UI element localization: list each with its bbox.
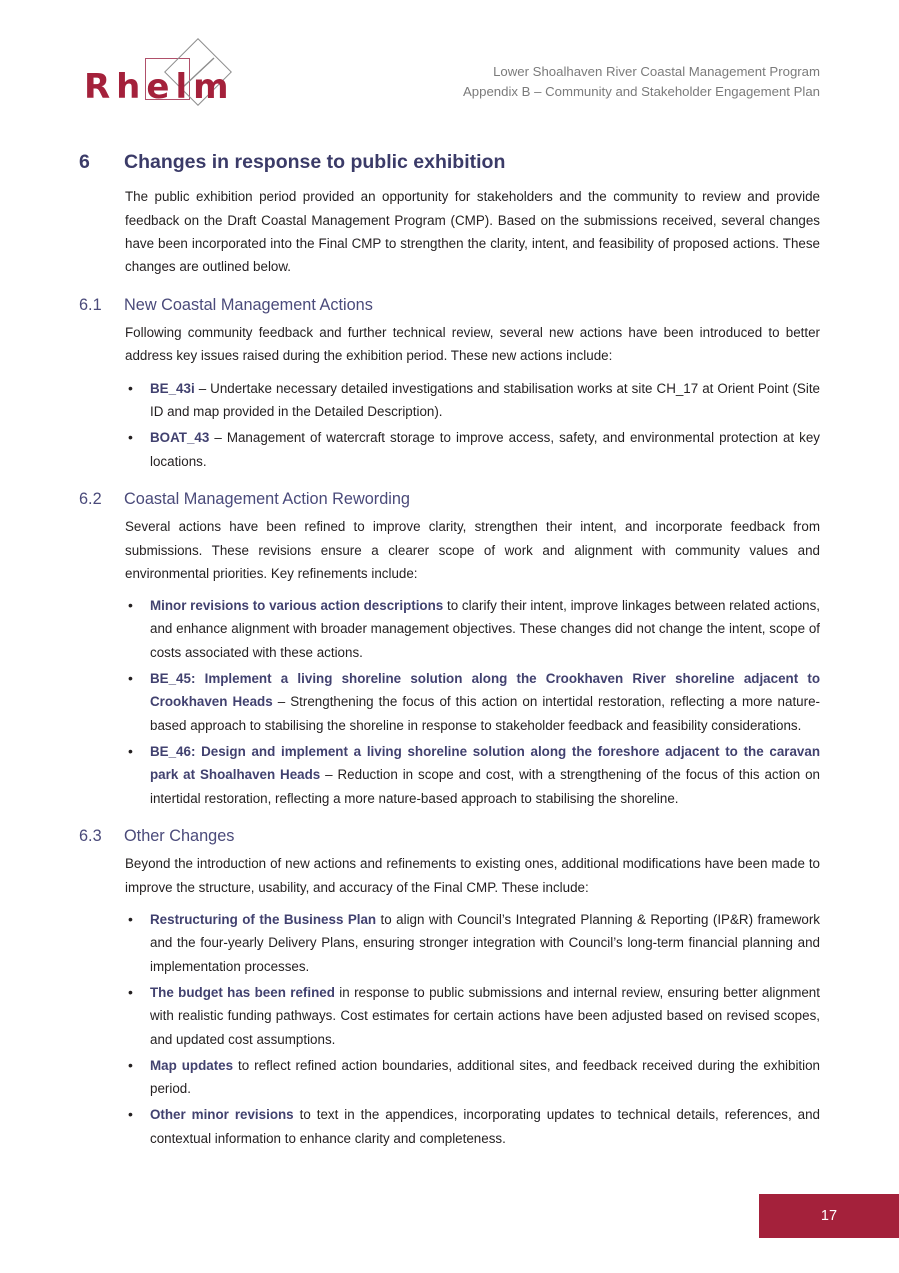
subsection-title-6-3: Other Changes	[124, 826, 235, 845]
subsection-number-6-3: 6.3	[79, 826, 102, 845]
page-header	[0, 44, 899, 118]
logo-wordmark: Rhelm	[84, 67, 235, 107]
list-item	[125, 377, 820, 424]
bullet-body-text: – Reduction in scope and cost, with a strengthening of the focus of this action on intertidal restoration, reflecting a more nature-based approach to stabilising the shoreline.	[150, 767, 821, 806]
page-number: 17	[820, 1208, 838, 1224]
list-item	[125, 1054, 820, 1101]
bullet-body-text: in response to public submissions and internal review, ensuring better alignment with realistic funding pathways. Cost estimates for certain actions have been adjusted based on revised scopes, and updated cost assumptions.	[150, 984, 820, 1047]
subsection-6-1-bullet-list	[79, 377, 820, 473]
bullet-body-text: to align with Council’s Integrated Planning & Reporting (IP&R) framework and the four-yearly Delivery Plans, ensuring stronger integration with Council’s long-term financial planning and implementation processes.	[150, 911, 820, 974]
bullet-body-text: to reflect refined action boundaries, additional sites, and feedback received during the exhibition period.	[150, 1057, 821, 1097]
subsection-number-6-2: 6.2	[79, 489, 102, 508]
section-number-6: 6	[79, 151, 90, 173]
list-item	[125, 426, 820, 473]
section-title-6: Changes in response to public exhibition	[124, 151, 506, 173]
bullet-body-text: – Management of watercraft storage to improve access, safety, and environmental protection at key locations.	[150, 430, 820, 469]
subsection-title-6-2: Coastal Management Action Rewording	[124, 489, 410, 508]
subsection-6-2-intro: Several actions have been refined to improve clarity, strengthen their intent, and incorporate feedback from submissions. These revisions ensure a clearer scope of work and alignment with community values and environmental priorities. Key refinements include:	[125, 519, 820, 581]
section-6-intro-paragraph: The public exhibition period provided an opportunity for stakeholders and the community to review and provide feedback on the Draft Coastal Management Program (CMP). Based on the submissions received, several changes have been incorporated into the Final CMP to strengthen the clarity, intent, and feasibility of proposed actions. These changes are outlined below.	[125, 189, 820, 275]
bullet-lead-term: Minor revisions to various action descriptions	[150, 598, 444, 614]
subsection-heading-6-1	[79, 295, 820, 315]
section-heading-6	[79, 150, 820, 174]
bullet-lead-term: BE_46: Design and implement a living shoreline solution along the foreshore adjacent to the caravan park at Shoalhaven Heads	[150, 744, 820, 783]
subsection-heading-6-2	[79, 489, 820, 509]
rhelm-logo	[84, 48, 274, 118]
header-line-1: Lower Shoalhaven River Coastal Management Program	[493, 64, 820, 79]
subsection-6-1-intro: Following community feedback and further technical review, several new actions have been introduced to better address key issues raised during the exhibition period. These new actions include:	[125, 324, 820, 364]
bullet-lead-term: The budget has been refined	[150, 984, 335, 1000]
bullet-body-text: to text in the appendices, incorporating updates to technical details, references, and contextual information to enhance clarity and completeness.	[150, 1107, 820, 1146]
bullet-lead-term: BE_45: Implement a living shoreline solution along the Crookhaven River shoreline adjacent to Crookhaven Heads	[150, 671, 820, 710]
bullet-lead-term: BE_43i	[150, 380, 195, 396]
list-item	[125, 908, 820, 978]
header-line-2: Appendix B – Community and Stakeholder Engagement Plan	[462, 84, 820, 100]
bullet-body-text: – Undertake necessary detailed investigations and stabilisation works at site CH_17 at Orient Point (Site ID and map provided in the Detailed Description).	[150, 380, 820, 419]
bullet-lead-term: Other minor revisions	[150, 1107, 294, 1123]
page-number-box	[759, 1194, 899, 1238]
subsection-6-3-intro: Beyond the introduction of new actions and refinements to existing ones, additional modifications have been made to improve the structure, usability, and accuracy of the Final CMP. These include:	[125, 856, 820, 895]
subsection-number-6-1: 6.1	[79, 295, 102, 314]
list-item	[125, 667, 820, 737]
bullet-lead-term: BOAT_43	[150, 430, 210, 446]
subsection-6-2-bullet-list	[79, 594, 820, 810]
bullet-lead-term: Map updates	[150, 1057, 234, 1073]
list-item	[125, 740, 820, 810]
list-item	[125, 594, 820, 664]
document-header-text	[463, 62, 820, 103]
list-item	[125, 1103, 820, 1150]
bullet-lead-term: Restructuring of the Business Plan	[150, 911, 377, 927]
bullet-body-text: – Strengthening the focus of this action on intertidal restoration, reflecting a more nature-based approach to stabilising the shoreline in response to stakeholder feedback and feasibility considerations.	[150, 694, 820, 733]
subsection-heading-6-3	[79, 826, 820, 846]
bullet-body-text: to clarify their intent, improve linkages between related actions, and enhance alignment with broader management objectives. These changes did not change the intent, scope of costs associated with these actions.	[150, 598, 820, 660]
list-item	[125, 981, 820, 1051]
subsection-title-6-1: New Coastal Management Actions	[124, 295, 373, 314]
document-body	[79, 150, 820, 1153]
subsection-6-3-bullet-list	[79, 908, 820, 1150]
